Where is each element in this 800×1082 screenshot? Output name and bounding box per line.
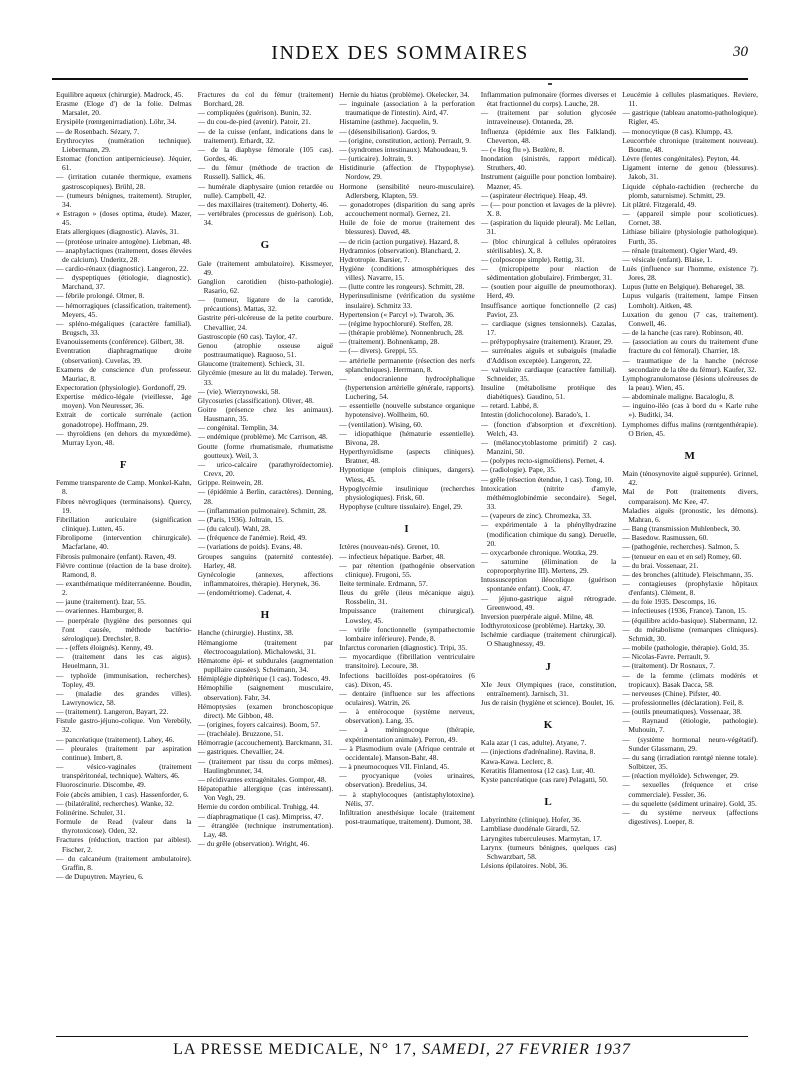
index-entry: Lèvre (fentes congénitales). Peyton, 44.	[622, 154, 740, 164]
index-entry: — du fémur (méthode de traction de Russell). Sallick, 46.	[197, 163, 334, 182]
index-entry: — jéjuno-gastrique aiguë rétrograde. Greenwood, 49.	[480, 593, 617, 612]
index-entry: Lithiase biliaire (physiologie pathologique). Furth, 35.	[622, 227, 758, 246]
index-entry: — (traitement par solution glycosée intraveineuse). Ontaneda, 28.	[480, 108, 617, 127]
index-entry: Hémiplégie diphtérique (1 cas). Todesco, 49.	[197, 674, 331, 684]
index-entry: — (thérapie problème). Nonnenbruch, 28.	[339, 328, 464, 338]
index-entry: Erythrocytes (numération technique). Liebermann, 29.	[56, 135, 192, 154]
index-entry: Luès (influence sur l'homme, existence ?). Jores, 28.	[622, 263, 758, 283]
index-entry: Fièvre continue (réaction de la base droite). Ramond, 8.	[56, 560, 192, 579]
index-entry: — (régime hypochloruré). Steffen, 28.	[339, 318, 453, 328]
index-entry: Jus de raisin (hygiène et science). Boulet, 16.	[480, 698, 615, 707]
index-entry: Folinérine. Schuler, 31.	[56, 807, 126, 817]
index-entry: — typhoïde (immunisation, recherches). Topley, 49.	[56, 670, 192, 689]
index-entry: — du squelette (sédiment urinaire). Gold, 35.	[622, 798, 757, 808]
index-entry: — (appareil simple pour scolioticues). Cornet, 38.	[622, 209, 758, 228]
index-entry: — exanthématique méditerranéenne. Boudin, 2.	[56, 578, 192, 598]
index-entry: Kawa-Kawa. Leclerc, 8.	[480, 756, 553, 766]
index-entry: — (— pour ponction et lavages de la plèvre). X. 8.	[480, 199, 617, 219]
index-entry: — (traitement). Langeron, Bayart, 22.	[56, 707, 169, 717]
index-entry: — de ricin (action purgative). Hazard, 8.	[339, 236, 460, 246]
page-footer	[56, 1036, 748, 1065]
index-entry: — du sang (irradiation rœntgé nienne totale). Solbitzer, 35.	[622, 752, 758, 772]
index-entry: — de Dupuytren. Mayrieu, 6.	[56, 871, 144, 881]
index-entry: — (pathogénie, recherches). Salmon, 5.	[622, 542, 740, 552]
index-entry: — de la diaphyse fémorale (105 cas). Gordes, 46.	[197, 144, 334, 164]
index-entry: — de la hanche (cas rare). Robinson, 40.	[622, 328, 744, 338]
index-entry: Glycémie (mesure au lit du malade). Terwen, 33.	[197, 368, 334, 387]
index-entry: Ileus du grêle (ileus mécanique aigu). Rossbelin, 31.	[339, 588, 475, 607]
index-entry: — (maladie des grandes villes). Lawrynowicz, 58.	[56, 688, 192, 707]
section-letter: F	[119, 459, 128, 472]
index-entry: Lymphogranulomatose (lésions ulcéreuses de la peau). Wien, 45.	[622, 373, 758, 392]
index-entry: XIe Jeux Olympiques (race, constitution, entraînement). Jarnisch, 31.	[480, 679, 617, 698]
index-entry: — par rétention (pathogénie observation clinique). Frugoni, 55.	[339, 560, 475, 579]
index-entry: Fibrosis pulmonaire (enfant). Raven, 49.	[56, 551, 177, 561]
index-entry: Kala azar (1 cas, adulte). Atyane, 7.	[480, 738, 587, 748]
index-entry: — pancréatique (traitement). Lahey, 46.	[56, 734, 175, 744]
index-entry: — pyocyanique (voies urinaires, observation). Bredelius, 34.	[339, 771, 475, 790]
index-entry: — des bronches (altitude). Fleischmann, 35.	[622, 569, 754, 579]
index-entry: — endémique (problème). Mc Carrison, 48.	[197, 432, 328, 442]
index-entry: Lit plâtré. Fitzgerald, 49.	[622, 199, 697, 209]
index-entry: — (aspirateur électrique). Heap, 49.	[480, 190, 588, 200]
index-entry: — grêle (résection étendue, 1 cas). Tong, 10.	[480, 474, 614, 484]
index-entry: Laryngites tuberculeuses. Marmytan, 17.	[480, 833, 602, 843]
index-entry: — inguino-iléo (cas à bord du « Karle ruhe »). Buditki, 34.	[622, 401, 758, 420]
index-entry: — vésico-vaginales (traitement transpéritonéal, technique). Walters, 46.	[56, 762, 192, 781]
index-entry: — du brai. Vossenaar, 21.	[622, 560, 699, 570]
index-entry: Extrait de corticale surrénale (action gonadotrope). Hoffmann, 29.	[56, 410, 192, 429]
index-entry: — de la cuisse (enfant, indications dans le traitement). Erhardt, 32.	[197, 126, 334, 145]
index-entry: — de la femme (climats modérés et tropicaux). Basak Dacca, 58.	[622, 670, 758, 689]
index-entry: — du cou-de-pied (avenir). Patoir, 21.	[197, 117, 311, 127]
index-entry: Hématome épi- et subdurales (augmentation pupillaire causées). Scheimann, 34.	[197, 655, 334, 675]
index-entry: Hépatopathie allergique (cas intéressant). Von Vegh, 29.	[197, 784, 334, 803]
index-entry: — congénital. Templin, 34.	[197, 423, 279, 433]
index-entry: — anaphylactiques (traitement, doses élevées de calcium). Underitz, 28.	[56, 245, 192, 264]
index-entry: Hydrotropie. Barsier, 7.	[339, 254, 410, 264]
index-entry: — (tumeur, ligature de la carotide, précautions). Mattas, 32.	[197, 295, 334, 314]
index-entry: — (traitement par tissu du corps mêmes). Haulingbrunner, 34.	[197, 756, 334, 775]
index-entry: Groupes sanguins (paternité contestée). Harley, 48.	[197, 551, 334, 570]
index-entry: — (protéose urinaire antogène). Liebman, 48.	[56, 236, 192, 246]
index-entry: Hémoptysies (examen bronchoscopique direct). Mc Gibbon, 48.	[197, 701, 334, 720]
index-entry: Gale (traitement ambulatoire). Kissmeyer, 49.	[197, 258, 334, 277]
index-entry: — à entérocoque (système nerveux, observation). Lang, 35.	[339, 707, 475, 726]
index-entry: Inflammation pulmonaire (formes diverses et état fractionnel du corps). Lauche, 28.	[480, 90, 617, 109]
index-entry: — surrénales aiguës et subaiguës (maladie d'Addison exceptée). Langeron, 22.	[480, 346, 617, 365]
index-entry: Keratitis filamentosa (12 cas). Lur, 40.	[480, 765, 596, 775]
issue-date: SAMEDI, 27 FEVRIER 1937	[422, 1041, 631, 1058]
index-entry: — fébrile prolongé. Olmer, 8.	[56, 291, 145, 301]
index-entry: Hygiène (conditions atmosphériques des villes). Navarre, 15.	[339, 263, 475, 283]
index-entry: Foie (abcès amibien, 1 cas). Hassenforder, 6.	[56, 789, 189, 799]
index-entry: — Bang (transmission Muhlenbeck, 30.	[622, 524, 741, 534]
index-entry: — (aspiration du liquide pleural). Mc Lellan, 31.	[480, 218, 617, 237]
index-entry: — préhypophysaire (traitement). Krauer, 29.	[480, 337, 613, 347]
index-entry: Evanouissements (conférence). Gilbert, 38.	[56, 337, 185, 347]
index-entry: — nerveuses (Chine). Pifster, 40.	[622, 688, 721, 698]
index-entry: Hyperinsulinisme (vérification du système insulaire). Schmitz 33.	[339, 291, 475, 310]
index-entry: — cardiaque (signes tensionnels). Cazalas, 17.	[480, 318, 617, 338]
index-entry: — à Plasmodium ovale (Afrique centrale et occidentale). Manson-Bahr, 48.	[339, 743, 475, 762]
index-entry: Ligament interne de genou (blessures). Jakob, 31.	[622, 163, 758, 182]
index-entry: — du métabolisme (remarques cliniques). Schmidt, 30.	[622, 624, 758, 643]
index-entry: — virile fonctionnelle (sympathectomie lombaire inférieure). Pende, 8.	[339, 624, 475, 643]
index-entry: Estomac (fonction antipernicieuse). Jéquier, 61.	[56, 154, 192, 173]
index-entry: — (variations de poids). Evans, 48.	[197, 542, 303, 552]
index-entry: Examens de conscience d'un professeur. Mauriac, 8.	[56, 364, 192, 383]
index-entry: — - (effets éloignés). Kenny, 49.	[56, 643, 154, 653]
index-entry: — des maxillaires (traitement). Doherty, 46.	[197, 199, 329, 209]
index-column-1	[56, 90, 192, 1035]
index-entry: Influenza (épidémie aux Iles Falkland). Cheverton, 48.	[480, 126, 617, 145]
index-entry: — (fonction d'absorption et d'excrétion). Welch, 43.	[480, 419, 617, 438]
index-entry: — (bloc chirurgical à cellules opératoires stérilisables). X, 8.	[480, 236, 617, 255]
index-entry: Femme transparente de Camp. Monkel-Kahn, 8.	[56, 478, 192, 497]
index-entry: Ischémie cardiaque (traitement chirurgical). O Shaughnessy, 49.	[480, 630, 617, 649]
index-entry: Lupus vulgaris (traitement, lampe Finsen Lomholt). Aitken, 48.	[622, 291, 758, 310]
index-entry: — du grêle (observation). Wright, 46.	[197, 839, 310, 849]
index-entry: — (réaction myéloïde). Schwenger, 29.	[622, 771, 739, 781]
index-entry: — (Paris, 1936). Joltrain, 15.	[197, 514, 284, 524]
index-entry: Leucémie à cellules plasmatiques. Reviere, 11.	[622, 90, 758, 109]
index-entry: Erasme (Eloge d') de la folie. Delmas Marsalet, 20.	[56, 99, 192, 118]
index-entry: Lymphomes diffus malins (rœntgenthérapie). O Brien, 45.	[622, 419, 758, 438]
index-entry: — urico-calcaire (parathyroïdectomie). Crevx, 20.	[197, 459, 334, 479]
index-entry: — (« Hog flu »). Bezlère, 8.	[480, 144, 565, 154]
index-entry: Insuffisance aortique fonctionnelle (2 cas) Paviot, 23.	[480, 300, 617, 319]
index-entry: — (trachéale). Bruzzone, 51.	[197, 729, 284, 739]
index-entry: Lambliase duodénale Girardi, 52.	[480, 824, 580, 834]
index-entry: « Estragon » (doses optima, étude). Mazer, 45.	[56, 209, 192, 228]
index-entry: — jaune (traitement). Izar, 55.	[56, 597, 146, 607]
index-entry: — dentaire (influence sur les affections oculaires). Watrin, 26.	[339, 688, 475, 707]
index-entry: Hypertension (« Parcyl »). Twaroh, 36.	[339, 309, 455, 319]
index-entry: — traumatique de la hanche (nécrose secondaire de la tête du fémur). Kaufer, 32.	[622, 355, 758, 374]
index-column-2	[198, 90, 334, 1035]
index-entry: — professionnelles (déclaration). Feil, 8.	[622, 698, 744, 707]
index-entry: Hernie du cordon ombilical. Truhigg, 44.	[197, 802, 320, 812]
section-letter: G	[260, 239, 271, 252]
index-entry: — (fréquence de l'anémie). Reid, 49.	[197, 533, 307, 543]
index-entry: — (polypes recto-sigmoïdiens). Pernet, 4.	[480, 456, 605, 466]
index-entry: — cardio-rénaux (diagnostic). Langeron, 22.	[56, 263, 189, 273]
index-entry: Inondation (sinistrés, rapport médical). Struthers, 40.	[480, 154, 617, 173]
index-entry: — compliquées (guérison). Bunin, 32.	[197, 108, 312, 118]
index-entry: — récidivantes extragénitales. Gompor, 48.	[197, 774, 327, 784]
index-entry: — artérielle permanente (résection des nerfs splanchniques). Herrmann, 8.	[339, 355, 475, 374]
index-entry: Iodthyrotoxicose (problème). Hartzky, 30.	[480, 621, 606, 631]
index-entry: Instrument (aiguille pour ponction lombaire). Mazner, 45.	[480, 172, 617, 191]
section-letter: K	[543, 719, 554, 732]
index-entry: — gonadotropes (disparition du sang après accouchement normal). Gernez, 21.	[339, 199, 475, 219]
index-entry: Ileite terminale. Erdmann, 57.	[339, 578, 428, 588]
index-entry: Intoxication (nitrite d'amyle, méthémoglobinémie secondaire). Segel, 33.	[480, 483, 617, 512]
index-entry: Leucorrhée chronique (traitement nouveau). Bourne, 48.	[622, 135, 758, 154]
index-entry: Fluoroscinurie. Discombe, 49.	[56, 780, 146, 790]
index-entry: — rénale (traitement). Ogier Ward, 49.	[622, 245, 738, 255]
index-entry: Grippe. Reinwein, 28.	[197, 478, 264, 488]
index-entry: Equilibre aqueux (chirurgie). Madrock, 45.	[56, 90, 184, 99]
index-entry: — valvulaire cardiaque (caractère familial). Schneider, 35.	[480, 364, 617, 383]
index-entry: — à méningocoque (thérapie, expérimentation animale). Perron, 49.	[339, 725, 475, 744]
index-entry: Lésions épilatoires. Nobl, 36.	[480, 861, 568, 871]
index-entry: Hémophilie (saignement musculaire, observation). Fahr, 34.	[197, 683, 334, 702]
index-entry: Hémangiome (traitement par électrocoagulation). Michalowski, 31.	[197, 637, 334, 656]
index-entry: — (du calcul). Wahl, 28.	[197, 524, 271, 534]
index-entry: — (outils pneumatiques). Vossenaar, 38.	[622, 707, 742, 717]
index-entry: Hanche (chirurgie). Hustinx, 38.	[197, 628, 294, 638]
section-letter: L	[544, 796, 553, 809]
index-entry: — (soutien pour aiguille de pneumothorax). Herd, 49.	[480, 282, 617, 301]
index-entry: — (syndromes intestinaux). Mahoudeau, 9.	[339, 144, 468, 154]
index-entry: Fibrillation auriculaire (signification clinique). Lutten, 45.	[56, 514, 192, 534]
index-entry: — infectieux hépatique. Barber, 48.	[339, 551, 445, 561]
index-entry: Infarctus coronarien (diagnostic). Tripi, 35.	[339, 643, 468, 653]
index-entry: — étranglée (technique instrumentation). Lay, 48.	[197, 820, 334, 839]
separator-mark	[548, 83, 552, 85]
index-entry: Liquide céphalo-rachidien (recherche du plomb, saturnisme). Schmitt, 29.	[622, 181, 758, 200]
index-entry: Histamine (asthme). Jacquelin, 9.	[339, 117, 439, 127]
index-entry: — thyroïdiens (en dehors du myxœdème). Murray Lyon, 48.	[56, 428, 192, 447]
index-entry: Mal de Pott (traitements divers, comparaison). Mc Kee, 47.	[622, 487, 758, 506]
page-number: 30	[733, 44, 748, 60]
index-title: INDEX DES SOMMAIRES	[271, 42, 529, 64]
index-entry: Glaucome (traitement). Schieck, 31.	[197, 359, 305, 369]
index-entry: Hernie du hiatus (problème). Okelecker, 34.	[339, 90, 470, 99]
index-entry: — (association au cours du traitement d'une fracture du col fémoral). Charrier, 18.	[622, 337, 758, 356]
index-entry: — inguinale (association à la perforation traumatique de l'intestin). Aird, 47.	[339, 99, 475, 118]
index-entry: Ganglion carotidien (histo-pathologie). Rasario, 62.	[197, 276, 334, 295]
index-entry: — (— divers). Greppi, 55.	[339, 346, 418, 356]
index-column-4	[481, 90, 617, 1035]
index-entry: Expertise médico-légale (vieillesse, âge moyen). Von Neuresser, 36.	[56, 392, 192, 411]
index-entry: Genou (atrophie osseuse aiguë posttraumatique). Raguoso, 51.	[197, 340, 334, 360]
index-entry: Glycosuries (classification). Oliver, 48.	[197, 395, 314, 405]
index-entry: — (endométriome). Cadenat, 4.	[197, 588, 292, 598]
index-entry: Labyrinthite (clinique). Hofer, 36.	[480, 815, 582, 825]
index-entry: — (traitement). Bohnenkamp, 28.	[339, 337, 440, 347]
index-entry: Hypophyse (culture tissulaire). Engel, 29.	[339, 502, 463, 512]
index-entry: — (épidémie à Berlin, caractères). Denning, 28.	[197, 487, 334, 506]
index-entry: — (origine, constitution, action). Perrault, 9.	[339, 135, 471, 145]
index-entry: — oxycarbonée chronique. Wotzka, 29.	[480, 547, 599, 557]
index-entry: Gastroscopie (60 cas). Taylor, 47.	[197, 331, 298, 341]
index-entry: — mobile (pathologie, thérapie). Gold, 35.	[622, 643, 750, 653]
index-entry: Inversion puerpérale aiguë. Milne, 48.	[480, 611, 594, 621]
index-entry: — du foie 1935. Descomps, 16.	[622, 597, 717, 607]
index-entry: — du système nerveux (affections digestives). Loeper, 8.	[622, 807, 758, 827]
index-entry: Infections bacilloïdes post-opératoires (6 cas). Dixon, 45.	[339, 670, 475, 689]
index-entry: Fractures (réduction, traction par aiblest). Fischer, 2.	[56, 835, 192, 854]
index-entry: Hypoglycémie insulinique (recherches physiologiques). Frisk, 60.	[339, 483, 475, 502]
index-entry: — Basedow. Rasmussen, 60.	[622, 533, 709, 543]
index-entry: — (mélanocytoblastome primitif) 2 cas). Manzini, 50.	[480, 437, 617, 457]
index-entry: — (traitement dans les cas aigus). Heuelmann, 31.	[56, 652, 192, 671]
index-entry: — (équilibre acido-basique). Slabermann, 12.	[622, 615, 758, 625]
index-entry: — (désensibilisation). Gardos, 9.	[339, 126, 437, 136]
index-entry: Infiltration anesthésique locale (traitement post-traumatique, traitement). Dumont, 38.	[339, 807, 475, 827]
index-entry: Intussusception iléocolique (guérison spontanée enfant). Cook, 47.	[480, 575, 617, 594]
index-entry: — Nicolas-Favre. Perrault, 9.	[622, 652, 710, 662]
index-entry: Fibrolipome (intervention chirurgicale). Macfarlane, 40.	[56, 533, 192, 552]
index-entry: — (micropipette pour réaction de sédimentation globulaire). Frimberger, 31.	[480, 263, 617, 283]
section-letter: I	[404, 523, 410, 536]
index-entry: — diaphragmatique (1 cas). Mimpriss, 47.	[197, 811, 324, 821]
index-entry: — (vie). Wierzynowski, 58.	[197, 386, 281, 396]
index-entry: Hyperthyroïdisme (aspects cliniques). Bratner, 48.	[339, 447, 475, 466]
index-entry: Lupus (lutte en Belgique). Beharegel, 38.	[622, 282, 745, 292]
index-entry: — (inflammation pulmonaire). Schmitt, 28.	[197, 505, 327, 515]
index-entry: — de Rosenbach. Sézary, 7.	[56, 126, 140, 136]
index-entry: — (injections d'adrénaline). Ravina, 8.	[480, 747, 596, 757]
index-entry: Fibres névrogliques (terminaisons). Quercy, 19.	[56, 496, 192, 515]
index-entry: — expérimentale à la phénylhydrazine (modification chimique du sang). Deruelle, 20.	[480, 520, 617, 548]
index-entry: Kyste pancréatique (cas rare) Pelagatti, 50.	[480, 774, 608, 784]
index-entry: — dyspeptiques (étiologie, diagnostic). Marchand, 37.	[56, 273, 192, 292]
journal-issue: LA PRESSE MEDICALE, N° 17,	[173, 1041, 418, 1058]
index-entry: Erysipèle (rœntgenirradiation). Löhr, 34.	[56, 117, 177, 127]
index-entry: — gastrique (tableau anatomo-pathologique). Rigler, 45.	[622, 108, 758, 127]
index-entry: — endocranienne hydrocéphalique (hypertension artérielle générale, rapports). Luchering, 54.	[339, 373, 475, 402]
index-entry: — spléno-mégaliques (caractère familial). Brugsch, 33.	[56, 318, 192, 338]
index-entry: — Raynaud (étiologie, pathologie). Muhouin, 7.	[622, 716, 758, 735]
index-entry: — (bilatéralité, recherches). Wanke, 32.	[56, 798, 174, 808]
index-entry: — (urticaire). Joltrain, 9.	[339, 154, 414, 164]
index-entry: — ovariennes. Hamburger, 8.	[56, 606, 144, 616]
index-entry: — à staphylocoques (antistaphylotoxine). Nélis, 37.	[339, 789, 475, 808]
index-entry: — infectieuses (1936, France). Tanon, 15.	[622, 606, 747, 616]
index-entry: — retard. Labbé, 8.	[480, 401, 539, 411]
index-entry: — (irritation cutanée thermique, examens gastroscopiques). Brühl, 28.	[56, 172, 192, 191]
index-entry: Goutte (forme rhumatismale, rhumatisme goutteux). Weil, 3.	[197, 441, 334, 460]
index-entry: — essentielle (nouvelle substance organique hypotensive). Wollheim, 60.	[339, 401, 475, 420]
index-entry: — (radiologie). Pape, 35.	[480, 465, 556, 475]
index-entry: — vésicale (enfant). Blaise, 1.	[622, 254, 713, 264]
index-entry: Impuissance (traitement chirurgical). Lowsley, 45.	[339, 606, 475, 625]
index-entry: — hémorragiques (classification, traitement). Meyers, 45.	[56, 300, 192, 319]
index-entry: Hormone (sensibilité neuro-musculaire). Adlersberg, Klapten, 59.	[339, 181, 475, 200]
page-header	[52, 38, 748, 80]
index-entry: Expectoration (physiologie). Gordonoff, 29.	[56, 383, 187, 392]
section-letter: H	[260, 609, 271, 622]
index-entry: — gastriques. Chevallier, 24.	[197, 747, 284, 757]
index-entry: — (colposcope simple). Rettig, 31.	[480, 254, 585, 264]
index-entry: — humérale diaphysaire (union retardée ou nulle). Campbell, 42.	[197, 181, 334, 200]
index-entry: — pleurales (traitement par aspiration continue). Imbert, 8.	[56, 743, 192, 762]
index-entry: Insuline (métabolisme protéique des diabétiques). Gaudino, 51.	[480, 383, 617, 402]
index-columns	[56, 90, 758, 1035]
index-entry: Huile de foie de morue (traitement des blessures). Daved, 48.	[339, 218, 475, 237]
index-entry: Intestin (dolichocolone). Barado's, 1.	[480, 410, 591, 420]
index-entry: Hémorragie (accouchement). Barckmann, 31.	[197, 738, 333, 748]
index-entry: Gastrite péri-ulcéreuse de la petite courbure. Chevallier, 24.	[197, 313, 334, 332]
index-entry: — monocytique (8 cas). Klumpp, 43.	[622, 126, 733, 136]
index-entry: Histidinurie (affection de l'hypophyse). Nordow, 29.	[339, 163, 475, 182]
index-entry: — sexuelles (fréquence et crise commerciale). Fessler, 36.	[622, 780, 758, 799]
index-entry: — (lutte contre les rongeurs). Schmitt, 28.	[339, 282, 465, 292]
index-entry: — saturnine (élimination de la coproporphyrine III). Mertens, 29.	[480, 556, 617, 576]
index-entry: — abdominale maligne. Bacaloglu, 8.	[622, 392, 735, 402]
index-entry: Ictères (nouveau-nés). Grenet, 10.	[339, 542, 440, 552]
index-entry: Formule de Read (valeur dans la thyrotoxicose). Oden, 32.	[56, 817, 192, 836]
index-entry: — (vapeurs de zinc). Chromezka, 33.	[480, 511, 592, 521]
index-entry: Fistule gastro-jéjuno-colique. Von Vereböly, 32.	[56, 716, 192, 735]
index-entry: Hypnotique (emplois cliniques, dangers). Wiess, 45.	[339, 465, 475, 484]
index-entry: Maladies aiguës (pronostic, les démons). Mahran, 6.	[622, 505, 758, 524]
index-entry: Main (ténosynovite aiguë suppurée). Grinnel, 42.	[622, 469, 758, 488]
index-entry: — (ventilation). Wising, 60.	[339, 419, 423, 429]
index-entry: — du calcanéum (traitement ambulatoire). Graffin, 8.	[56, 853, 192, 872]
index-entry: Gynécologie (annexes, affections inflammatoires, thérapie). Herynek, 36.	[197, 569, 334, 588]
section-letter: J	[545, 660, 552, 673]
index-entry: — (tumeurs bénignes, traitement). Strupler, 34.	[56, 190, 192, 209]
index-column-3	[339, 90, 475, 1035]
index-entry: Etats allergiques (diagnostic). Alavès, 31.	[56, 227, 179, 237]
index-entry: Hydramnios (observation). Blanchard, 2.	[339, 245, 461, 255]
index-entry: Eventration diaphragmatique droite (observation). Cuvelas, 39.	[56, 346, 192, 365]
index-entry: — à pneumocoques VII. Finland, 45.	[339, 762, 450, 772]
index-entry: Goitre (présence chez les animaux). Hausmann, 35.	[197, 405, 334, 424]
index-entry: Fractures du col du fémur (traitement) Borchard, 28.	[197, 90, 334, 109]
index-entry: — myocardique (fibrillation ventriculaire transitoire). Lecoure, 38.	[339, 652, 475, 671]
index-entry: — (tenueur en eau et en sel) Romey, 60.	[622, 551, 742, 561]
section-letter: M	[684, 449, 696, 462]
index-column-5	[622, 90, 758, 1035]
index-entry: — (origines, foyers calcaires). Boom, 57.	[197, 720, 321, 729]
index-entry: — (traitement). Dr Rosnaux, 7.	[622, 661, 715, 671]
index-entry: — puerpérale (hygiène des personnes qui l'ont causée, méthode bactério-sérologique). Drechsler, 8.	[56, 615, 192, 643]
index-entry: — (système hormonal neuro-végétatif). Sunder Glassmann, 29.	[622, 734, 758, 753]
index-entry: Luxation du genou (7 cas, traitement). Conwell, 46.	[622, 309, 758, 328]
index-entry: — vertébrales (processus de guérison). Lob, 34.	[197, 209, 334, 228]
index-entry: Larynx (tumeurs bénignes, quelques cas) Schwarzbart, 58.	[480, 842, 617, 861]
index-entry: — contagieuses (prophylaxie hôpitaux d'enfants). Clément, 8.	[622, 578, 758, 598]
index-entry: — idiopathique (hématurie essentielle). Bivona, 28.	[339, 428, 475, 447]
